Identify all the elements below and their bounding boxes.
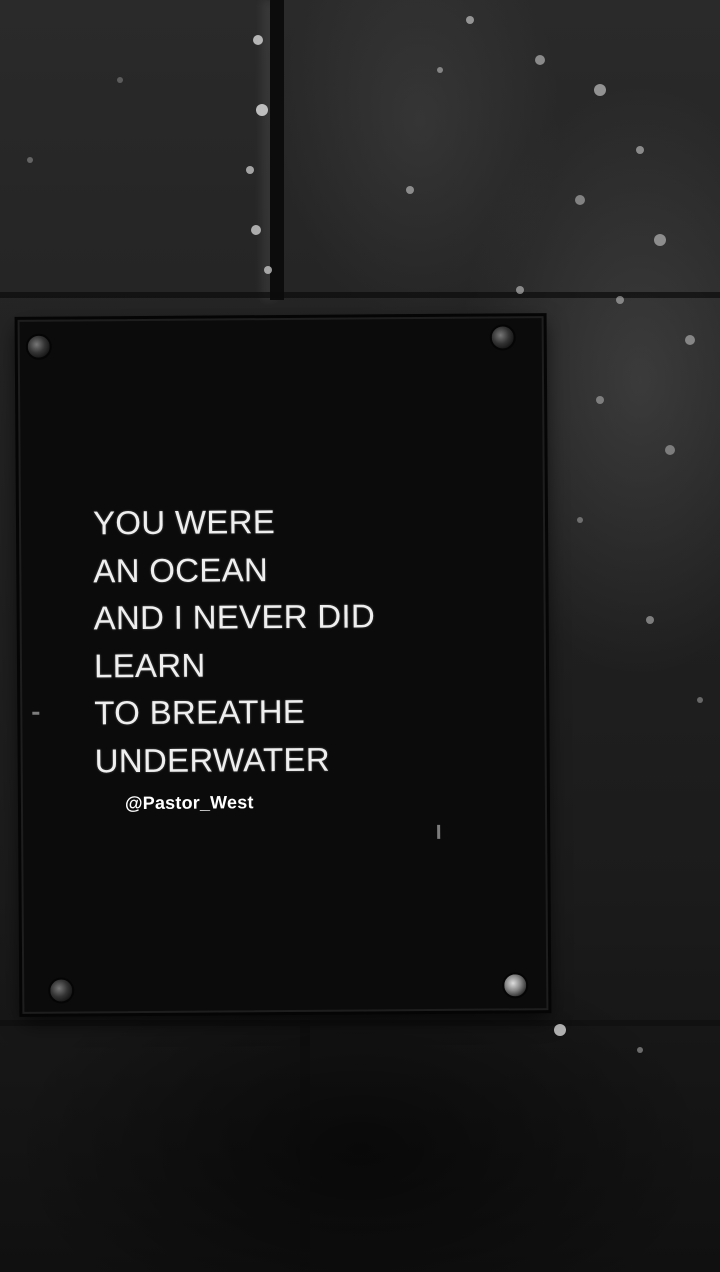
quote-sign (18, 316, 549, 1014)
quote-line: LEARN (93, 646, 206, 684)
screw-icon (502, 972, 528, 998)
quote-line: AN OCEAN (93, 550, 269, 589)
watermark-handle: @Pastor_West (124, 792, 254, 814)
wall-seam (300, 1020, 310, 1272)
quote-line: AND I NEVER DID (93, 597, 376, 637)
quote-text (93, 497, 376, 784)
wall-seam (270, 0, 284, 300)
quote-line: UNDERWATER (94, 740, 331, 779)
screw-icon (490, 324, 516, 350)
wall-seam (0, 292, 720, 298)
screw-icon (48, 977, 74, 1003)
quote-line: YOU WERE (92, 503, 276, 542)
quote-line: TO BREATHE (94, 692, 306, 732)
sign-scratch (437, 825, 440, 839)
wall-seam (0, 1020, 720, 1026)
sign-scratch (32, 712, 39, 715)
screw-icon (26, 334, 52, 360)
